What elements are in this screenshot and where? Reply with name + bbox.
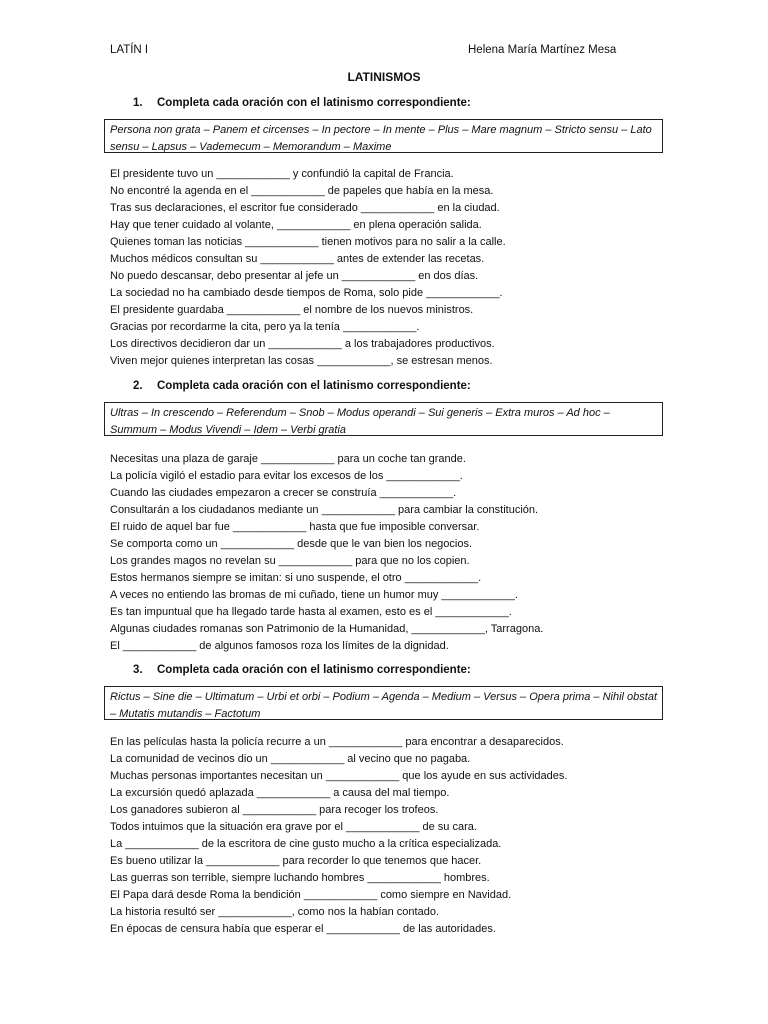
exercise-number-3: 3. bbox=[133, 664, 143, 676]
sentence-1-4: Hay que tener cuidado al volante, ____________ en plena operación salida. bbox=[110, 219, 482, 231]
word-bank-1: Persona non grata – Panem et circenses – In pectore – In mente – Plus – Mare magnum – Stricto sensu – Lato sensu – Lapsus – Vademecum – Memorandum – Maxime bbox=[104, 119, 663, 153]
exercise-instruction-3: Completa cada oración con el latinismo correspondiente: bbox=[157, 664, 471, 676]
sentence-2-4: Consultarán a los ciudadanos mediante un ____________ para cambiar la constitución. bbox=[110, 504, 539, 516]
sentence-2-8: Estos hermanos siempre se imitan: si uno suspende, el otro ____________. bbox=[110, 572, 482, 584]
sentence-1-3: Tras sus declaraciones, el escritor fue considerado ____________ en la ciudad. bbox=[110, 202, 500, 214]
sentence-1-8: La sociedad no ha cambiado desde tiempos de Roma, solo pide ____________. bbox=[110, 287, 503, 299]
sentence-3-11: La historia resultó ser ____________, como nos la habían contado. bbox=[110, 906, 440, 918]
sentence-3-6: Todos intuimos que la situación era grave por el ____________ de su cara. bbox=[110, 821, 477, 833]
sentence-list-1 bbox=[110, 166, 506, 370]
sentence-1-5: Quienes toman las noticias ____________ tienen motivos para no salir a la calle. bbox=[110, 236, 506, 248]
sentence-list-2 bbox=[110, 451, 543, 655]
sentence-3-2: La comunidad de vecinos dio un ____________ al vecino que no pagaba. bbox=[110, 753, 471, 765]
sentence-3-10: El Papa dará desde Roma la bendición ____________ como siempre en Navidad. bbox=[110, 889, 512, 901]
sentence-2-11: Algunas ciudades romanas son Patrimonio de la Humanidad, ____________, Tarragona. bbox=[110, 623, 544, 635]
sentence-3-1: En las películas hasta la policía recurre a un ____________ para encontrar a desaparecidos. bbox=[110, 736, 564, 748]
sentence-2-6: Se comporta como un ____________ desde que le van bien los negocios. bbox=[110, 538, 473, 550]
sentence-list-3 bbox=[110, 734, 567, 938]
sentence-1-6: Muchos médicos consultan su ____________ antes de extender las recetas. bbox=[110, 253, 485, 265]
sentence-2-1: Necesitas una plaza de garaje ____________ para un coche tan grande. bbox=[110, 453, 466, 465]
sentence-1-9: El presidente guardaba ____________ el nombre de los nuevos ministros. bbox=[110, 304, 474, 316]
sentence-2-10: Es tan impuntual que ha llegado tarde hasta al examen, esto es el ____________. bbox=[110, 606, 512, 618]
exercise-heading-3 bbox=[133, 664, 471, 676]
sentence-3-7: La ____________ de la escritora de cine gusto mucho a la crítica especializada. bbox=[110, 838, 502, 850]
sentence-1-2: No encontré la agenda en el ____________ de papeles que había en la mesa. bbox=[110, 185, 494, 197]
exercise-number-1: 1. bbox=[133, 97, 143, 109]
sentence-3-4: La excursión quedó aplazada ____________ a causa del mal tiempo. bbox=[110, 787, 450, 799]
exercise-heading-2 bbox=[133, 380, 471, 392]
sentence-2-2: La policía vigiló el estadio para evitar los excesos de los ____________. bbox=[110, 470, 463, 482]
sentence-2-7: Los grandes magos no revelan su ____________ para que no los copien. bbox=[110, 555, 470, 567]
word-bank-2: Ultras – In crescendo – Referendum – Snob – Modus operandi – Sui generis – Extra muros – Ad hoc – Summum – Modus Vivendi – Idem – Verbi gratia bbox=[104, 402, 663, 436]
sentence-1-12: Viven mejor quienes interpretan las cosas ____________, se estresan menos. bbox=[110, 355, 493, 367]
word-bank-3: Rictus – Sine die – Ultimatum – Urbi et orbi – Podium – Agenda – Medium – Versus – Opera prima – Nihil obstat – Mutatis mutandis – Factotum bbox=[104, 686, 663, 720]
sentence-3-3: Muchas personas importantes necesitan un ____________ que los ayude en sus actividades. bbox=[110, 770, 568, 782]
sentence-1-7: No puedo descansar, debo presentar al jefe un ____________ en dos días. bbox=[110, 270, 479, 282]
author-header: Helena María Martínez Mesa bbox=[468, 44, 617, 56]
course-header: LATÍN I bbox=[110, 44, 149, 56]
exercise-number-2: 2. bbox=[133, 380, 143, 392]
sentence-1-1: El presidente tuvo un ____________ y confundió la capital de Francia. bbox=[110, 168, 454, 180]
sentence-3-5: Los ganadores subieron al ____________ para recoger los trofeos. bbox=[110, 804, 439, 816]
sentence-1-11: Los directivos decidieron dar un ____________ a los trabajadores productivos. bbox=[110, 338, 495, 350]
sentence-2-9: A veces no entiendo las bromas de mi cuñado, tiene un humor muy ____________. bbox=[110, 589, 518, 601]
sentence-2-5: El ruido de aquel bar fue ____________ hasta que fue imposible conversar. bbox=[110, 521, 480, 533]
sentence-2-3: Cuando las ciudades empezaron a crecer se construía ____________. bbox=[110, 487, 457, 499]
sentence-3-12: En épocas de censura había que esperar el ____________ de las autoridades. bbox=[110, 923, 496, 935]
sentence-2-12: El ____________ de algunos famosos roza los límites de la dignidad. bbox=[110, 640, 449, 652]
sentence-3-8: Es bueno utilizar la ____________ para recorder lo que tenemos que hacer. bbox=[110, 855, 482, 867]
sentence-3-9: Las guerras son terrible, siempre luchando hombres ____________ hombres. bbox=[110, 872, 490, 884]
page-title: LATINISMOS bbox=[347, 70, 421, 84]
sentence-1-10: Gracias por recordarme la cita, pero ya la tenía ____________. bbox=[110, 321, 420, 333]
exercise-instruction-1: Completa cada oración con el latinismo correspondiente: bbox=[157, 97, 471, 109]
exercise-instruction-2: Completa cada oración con el latinismo correspondiente: bbox=[157, 380, 471, 392]
exercise-heading-1 bbox=[133, 97, 471, 109]
